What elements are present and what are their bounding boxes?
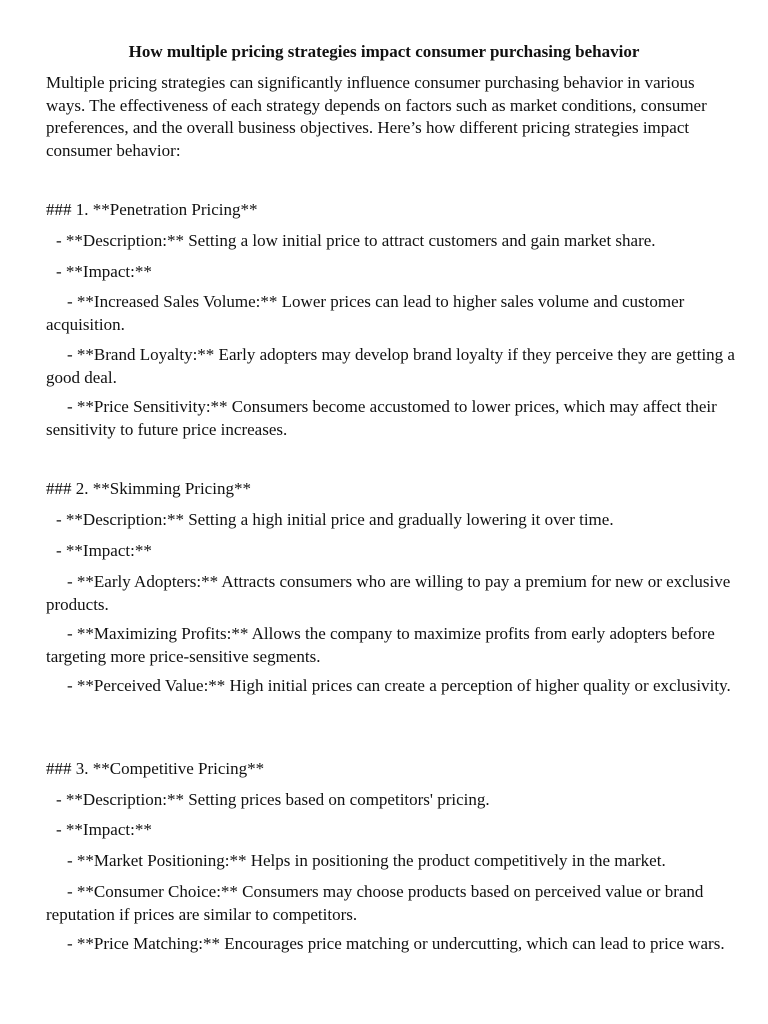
- impact-item: - **Consumer Choice:** Consumers may choose products based on perceived value or brand reputation if prices are similar to competitors.: [46, 882, 704, 924]
- impact-item: - **Price Matching:** Encourages price matching or undercutting, which can lead to price wars.: [67, 934, 725, 953]
- section-impact-label: - **Impact:**: [56, 262, 152, 281]
- impact-item: - **Increased Sales Volume:** Lower prices can lead to higher sales volume and customer acquisition.: [46, 292, 685, 334]
- impact-item: - **Early Adopters:** Attracts consumers who are willing to pay a premium for new or exclusive products.: [46, 572, 731, 614]
- impact-item: - **Maximizing Profits:** Allows the company to maximize profits from early adopters before targeting more price-sensitive segments.: [46, 624, 715, 666]
- impact-item: - **Price Sensitivity:** Consumers become accustomed to lower prices, which may affect their sensitivity to future price increases.: [46, 397, 717, 439]
- impact-item: - **Brand Loyalty:** Early adopters may develop brand loyalty if they perceive they are getting a good deal.: [46, 345, 735, 387]
- section-description: - **Description:** Setting a low initial price to attract customers and gain market share.: [56, 231, 656, 250]
- section-impact-label: - **Impact:**: [56, 820, 152, 839]
- section-impact-label: - **Impact:**: [56, 541, 152, 560]
- section-description: - **Description:** Setting a high initial price and gradually lowering it over time.: [56, 510, 614, 529]
- document-title: How multiple pricing strategies impact consumer purchasing behavior: [128, 42, 640, 61]
- section-heading: ### 2. **Skimming Pricing**: [46, 479, 251, 498]
- section-heading: ### 1. **Penetration Pricing**: [46, 200, 258, 219]
- section-description: - **Description:** Setting prices based on competitors' pricing.: [56, 790, 490, 809]
- intro-paragraph: Multiple pricing strategies can significantly influence consumer purchasing behavior in various ways. The effectiveness of each strategy depends on factors such as market conditions, consumer preferences, and the overall business objectives. Here’s how different pricing strategies impact consumer behavior:: [46, 73, 707, 160]
- impact-item: - **Market Positioning:** Helps in positioning the product competitively in the market.: [67, 851, 666, 870]
- section-heading: ### 3. **Competitive Pricing**: [46, 759, 265, 778]
- impact-item: - **Perceived Value:** High initial prices can create a perception of higher quality or exclusivity.: [67, 676, 731, 695]
